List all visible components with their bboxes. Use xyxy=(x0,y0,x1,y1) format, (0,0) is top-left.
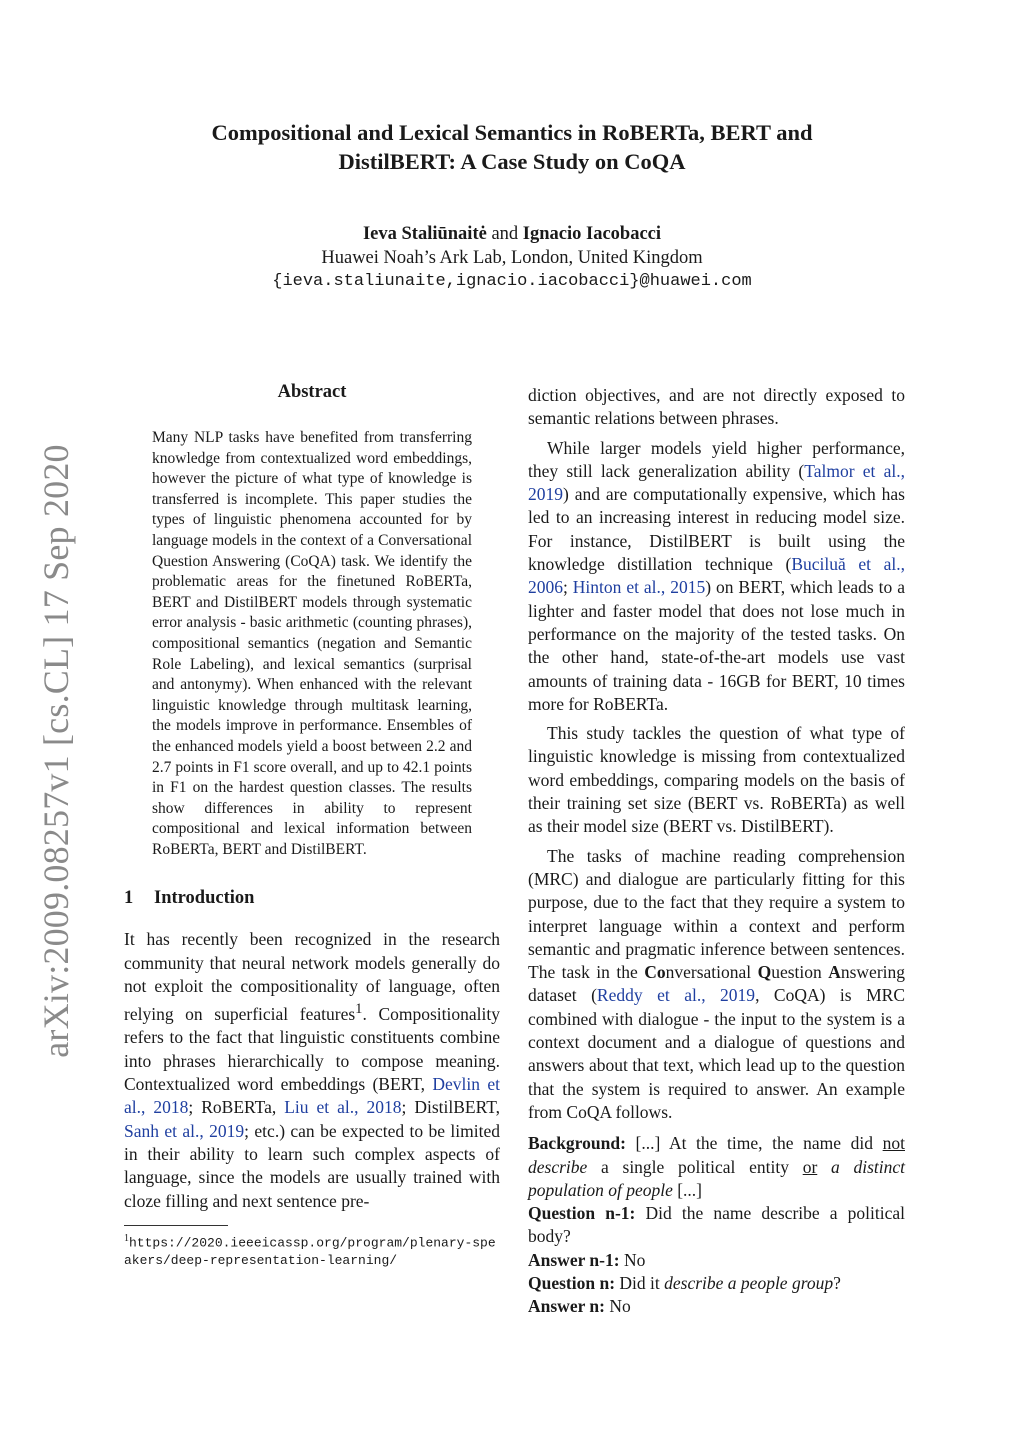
citation-bucila[interactable]: Buciluă et al., 2006 xyxy=(528,554,905,598)
intro-text-c: ; RoBERTa, xyxy=(188,1097,285,1118)
intro-text-e: ; etc.) can be expected to be limited in their ability to learn such complex aspects of language, since the models are usually trained with cloze filling and next sentence pre- xyxy=(124,1120,501,1211)
p4-text-b: , CoQA) is MRC combined with dialogue - the input to the system is a context document and a dialogue of questions and answers about that text, which lead up to the question that the system is required to answer. An example from CoQA follows. xyxy=(528,985,905,1122)
p2-separator: ; xyxy=(563,577,573,598)
background-or: or xyxy=(802,1156,818,1177)
footnote-marker[interactable]: 1 xyxy=(355,1001,363,1018)
coqa-word-rest-3: nswering dataset ( xyxy=(528,962,906,1006)
background-label: Background: xyxy=(528,1133,626,1154)
coqa-letter-q: Q xyxy=(757,962,772,983)
p4-text-a: The tasks of machine reading comprehension (MRC) and dialogue are particularly fitting for this purpose, due to the fact that they require a system to interpret language within a context and perform semantic and pragmatic inference between sentences. The task in the xyxy=(528,845,905,983)
abstract-text: Many NLP tasks have benefited from transferring knowledge from contextualized word embeddings, however the picture of what type of knowledge is transferred is incomplete. This paper studies the types of linguistic phenomena accounted for by language models in the context of a Conversational Question Answering (CoQA) task. We identify the problematic areas for the finetuned RoBERTa, BERT and DistilBERT models through systematic error analysis - basic arithmetic (counting phrases), compositional semantics (negation and Semantic Role Labeling), and lexical semantics (surprisal and antonymy). When enhanced with the relevant linguistic knowledge through multitask learning, the models improve in performance. Ensembles of the enhanced models yield a boost between 2.2 and 2.7 points in F1 score overall, and up to 42.1 points in F1 on the hardest question classes. The results show differences in ability to represent compositional and lexical information between RoBERTa, BERT and DistilBERT. xyxy=(152,429,472,858)
section-heading-introduction xyxy=(124,886,500,910)
title-line-1: Compositional and Lexical Semantics in RoBERTa, BERT and xyxy=(211,120,813,145)
section-number: 1 xyxy=(124,888,134,909)
coqa-example xyxy=(528,1132,905,1318)
footnote xyxy=(124,1230,500,1270)
example-background xyxy=(528,1132,905,1202)
example-answer-n-1 xyxy=(528,1249,905,1272)
coqa-letter-a: A xyxy=(828,962,841,983)
question-n-label: Question n: xyxy=(528,1272,616,1293)
question-n-text-b: ? xyxy=(833,1272,841,1293)
intro-paragraph-4 xyxy=(528,845,905,1125)
author-and: and xyxy=(491,224,519,244)
citation-hinton[interactable]: Hinton et al., 2015 xyxy=(572,577,706,598)
example-question-n-1 xyxy=(528,1202,905,1249)
background-not: not xyxy=(882,1133,905,1154)
intro-text-a: It has recently been recognized in the research community that neural network models generally do not exploit the compositionality of language, often relying on superficial features xyxy=(124,929,500,1025)
example-answer-n xyxy=(528,1295,905,1318)
intro-paragraph-continued: diction objectives, and are not directly exposed to semantic relations between phrases. xyxy=(528,385,905,429)
intro-paragraph-1 xyxy=(124,928,500,1212)
citation-liu[interactable]: Liu et al., 2018 xyxy=(284,1097,402,1118)
right-column xyxy=(528,384,905,1319)
footnote-number: 1 xyxy=(124,1232,129,1244)
arxiv-stamp: arXiv:2009.08257v1 [cs.CL] 17 Sep 2020 xyxy=(36,444,76,1058)
title-line-2: DistilBERT: A Case Study on CoQA xyxy=(338,149,686,174)
p2-text-a: While larger models yield higher performance, they still lack generalization ability ( xyxy=(528,437,905,481)
answer-n-1-text: No xyxy=(619,1249,646,1270)
answer-n-text: No xyxy=(604,1296,631,1317)
coqa-word-rest-1: nversational xyxy=(665,962,758,983)
citation-talmor[interactable]: Talmor et al., 2019 xyxy=(528,460,905,505)
footnote-url[interactable]: https://2020.ieeeicassp.org/program/plenary-speakers/deep-representation-learning/ xyxy=(124,1235,496,1269)
coqa-letter-co: Co xyxy=(644,962,666,983)
intro-paragraph-3: This study tackles the question of what type of linguistic knowledge is missing from contextualized word embeddings, comparing models on the basis of their training set size (BERT vs. RoBERTa) as well as their model size (BERT vs. DistilBERT). xyxy=(528,723,905,837)
coqa-word-rest-2: uestion xyxy=(771,962,829,983)
paper-title xyxy=(140,118,884,176)
question-n-1-text: Did the name describe a political body? xyxy=(528,1203,905,1247)
question-n-italic: describe a people group xyxy=(664,1272,834,1293)
footnote-rule xyxy=(124,1225,228,1226)
p2-text-b: ) and are computationally expensive, which has led to an increasing interest in reducing model size. For instance, DistilBERT is built using the knowledge distillation technique ( xyxy=(528,484,905,575)
background-text-1: [...] At the time, the name did xyxy=(625,1133,883,1154)
author-block xyxy=(140,222,884,294)
citation-sanh[interactable]: Sanh et al., 2019 xyxy=(124,1120,245,1141)
background-text-4: [...] xyxy=(672,1179,703,1200)
question-n-1-label: Question n-1: xyxy=(528,1203,636,1224)
question-n-text-a: Did it xyxy=(615,1272,665,1293)
citation-reddy[interactable]: Reddy et al., 2019 xyxy=(596,985,756,1006)
p2-text-c: ) on BERT, which leads to a lighter and faster model that does not lose much in performance on the majority of the tested tasks. On the other hand, state-of-the-art models use vast amounts of training data - 16GB for BERT, 10 times more for RoBERTa. xyxy=(528,577,905,714)
abstract-heading: Abstract xyxy=(277,382,347,402)
author-names xyxy=(140,222,884,246)
citation-devlin[interactable]: Devlin et al., 2018 xyxy=(124,1074,500,1118)
intro-text-b: . Compositionality refers to the fact that linguistic constituents combine into phrases hierarchically to compose meaning. Contextualized word embeddings (BERT, xyxy=(124,1004,500,1095)
example-question-n xyxy=(528,1272,905,1295)
email: {ieva.staliunaite,ignacio.iacobacci}@huawei.com xyxy=(272,272,752,291)
section-title: Introduction xyxy=(154,888,255,909)
intro-paragraph-2 xyxy=(528,437,905,717)
background-describe: describe xyxy=(528,1156,588,1177)
author-1: Ieva Staliūnaitė xyxy=(362,224,487,244)
background-text-2: a single political entity xyxy=(587,1156,803,1177)
left-column xyxy=(124,380,500,1270)
background-italic: a distinct population of people xyxy=(528,1156,905,1200)
answer-n-1-label: Answer n-1: xyxy=(528,1249,620,1270)
affiliation: Huawei Noah’s Ark Lab, London, United Kingdom xyxy=(321,248,703,268)
intro-text-d: ; DistilBERT, xyxy=(401,1097,500,1118)
answer-n-label: Answer n: xyxy=(528,1296,605,1317)
author-2: Ignacio Iacobacci xyxy=(522,224,662,244)
